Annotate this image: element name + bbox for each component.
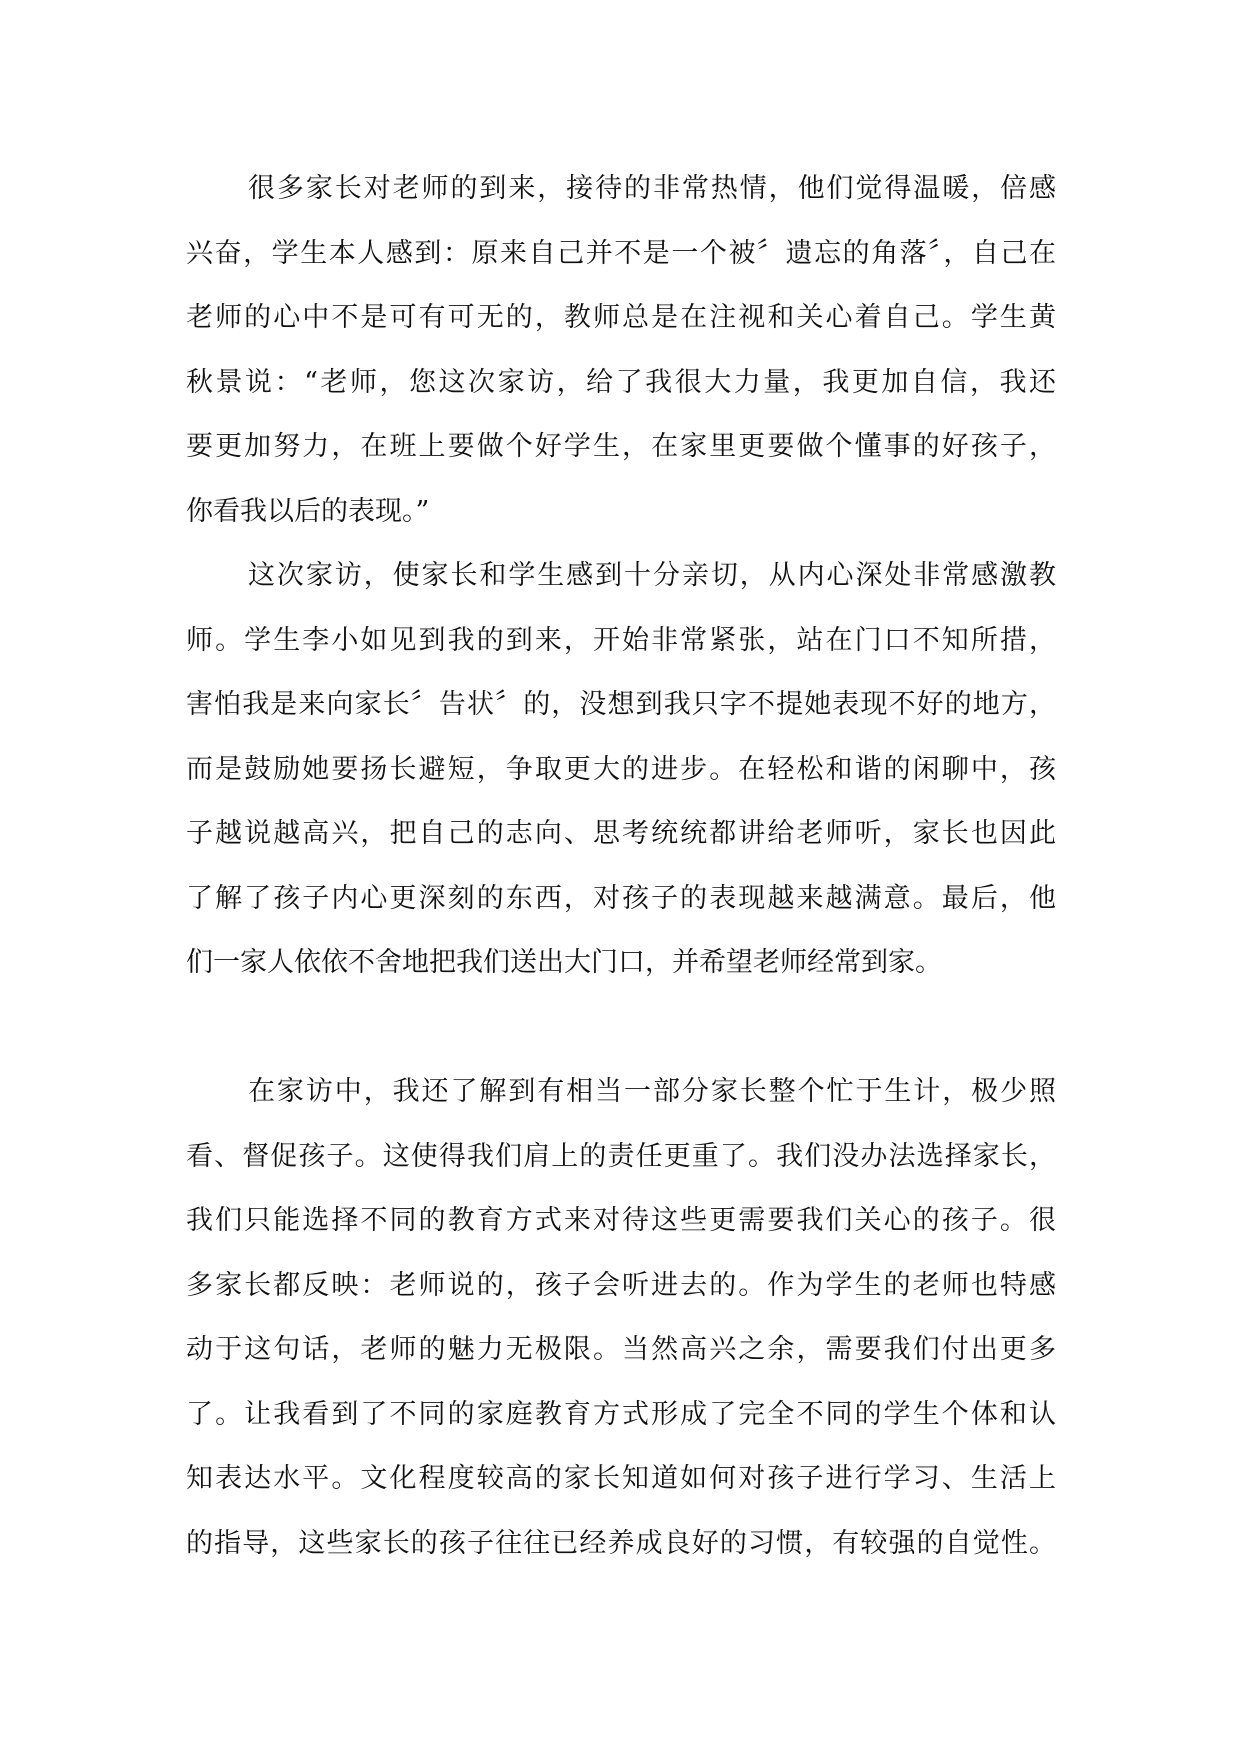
paragraph-line: 看、督促孩子。这使得我们肩上的责任更重了。我们没办法选择家长， — [186, 1140, 1056, 1172]
paragraph-line: 你看我以后的表现。” — [186, 495, 430, 527]
paragraph-line: 兴奋，学生本人感到：原来自己并不是一个被〞遗忘的角落〞，自己在 — [186, 237, 1056, 269]
paragraph-line: 很多家长对老师的到来，接待的非常热情，他们觉得温暖，倍感 — [248, 173, 1056, 204]
paragraph-line: 我们只能选择不同的教育方式来对待这些更需要我们关心的孩子。很 — [186, 1205, 1056, 1236]
paragraph-2 — [186, 544, 1056, 996]
document-body — [186, 157, 1056, 1576]
paragraph-line: 在家访中，我还了解到有相当一部分家长整个忙于生计，极少照 — [248, 1076, 1056, 1107]
paragraph-line: 而是鼓励她要扬长避短，争取更大的进步。在轻松和谐的闲聊中，孩 — [186, 753, 1056, 785]
paragraph-line: 秋景说：“老师，您这次家访，给了我很大力量，我更加自信，我还 — [186, 366, 1056, 398]
paragraph-line: 知表达水平。文化程度较高的家长知道如何对孩子进行学习、生活上 — [186, 1463, 1056, 1494]
paragraph-line: 了解了孩子内心更深刻的东西，对孩子的表现越来越满意。最后，他 — [186, 882, 1056, 914]
paragraph-spacer — [186, 996, 1056, 1061]
paragraph-3 — [186, 1060, 1056, 1576]
paragraph-line: 了。让我看到了不同的家庭教育方式形成了完全不同的学生个体和认 — [186, 1398, 1056, 1430]
paragraph-line: 动于这句话，老师的魅力无极限。当然高兴之余，需要我们付出更多 — [186, 1334, 1056, 1365]
paragraph-line: 子越说越高兴，把自己的志向、思考统统都讲给老师听，家长也因此 — [186, 818, 1056, 849]
paragraph-line: 这次家访，使家长和学生感到十分亲切，从内心深处非常感激教 — [248, 560, 1056, 591]
paragraph-line: 师。学生李小如见到我的到来，开始非常紧张，站在门口不知所措， — [186, 624, 1056, 656]
paragraph-line: 害怕我是来向家长〞告状〞的，没想到我只字不提她表现不好的地方， — [186, 689, 1056, 720]
paragraph-line: 老师的心中不是可有可无的，教师总是在注视和关心着自己。学生黄 — [186, 302, 1056, 333]
paragraph-line: 要更加努力，在班上要做个好学生，在家里更要做个懂事的好孩子， — [186, 431, 1056, 462]
paragraph-line: 的指导，这些家长的孩子往往已经养成良好的习惯，有较强的自觉性。 — [186, 1527, 1056, 1559]
paragraph-line: 多家长都反映：老师说的，孩子会听进去的。作为学生的老师也特感 — [186, 1269, 1056, 1301]
paragraph-1 — [186, 157, 1056, 544]
paragraph-line: 们一家人依依不舍地把我们送出大门口，并希望老师经常到家。 — [186, 947, 942, 978]
